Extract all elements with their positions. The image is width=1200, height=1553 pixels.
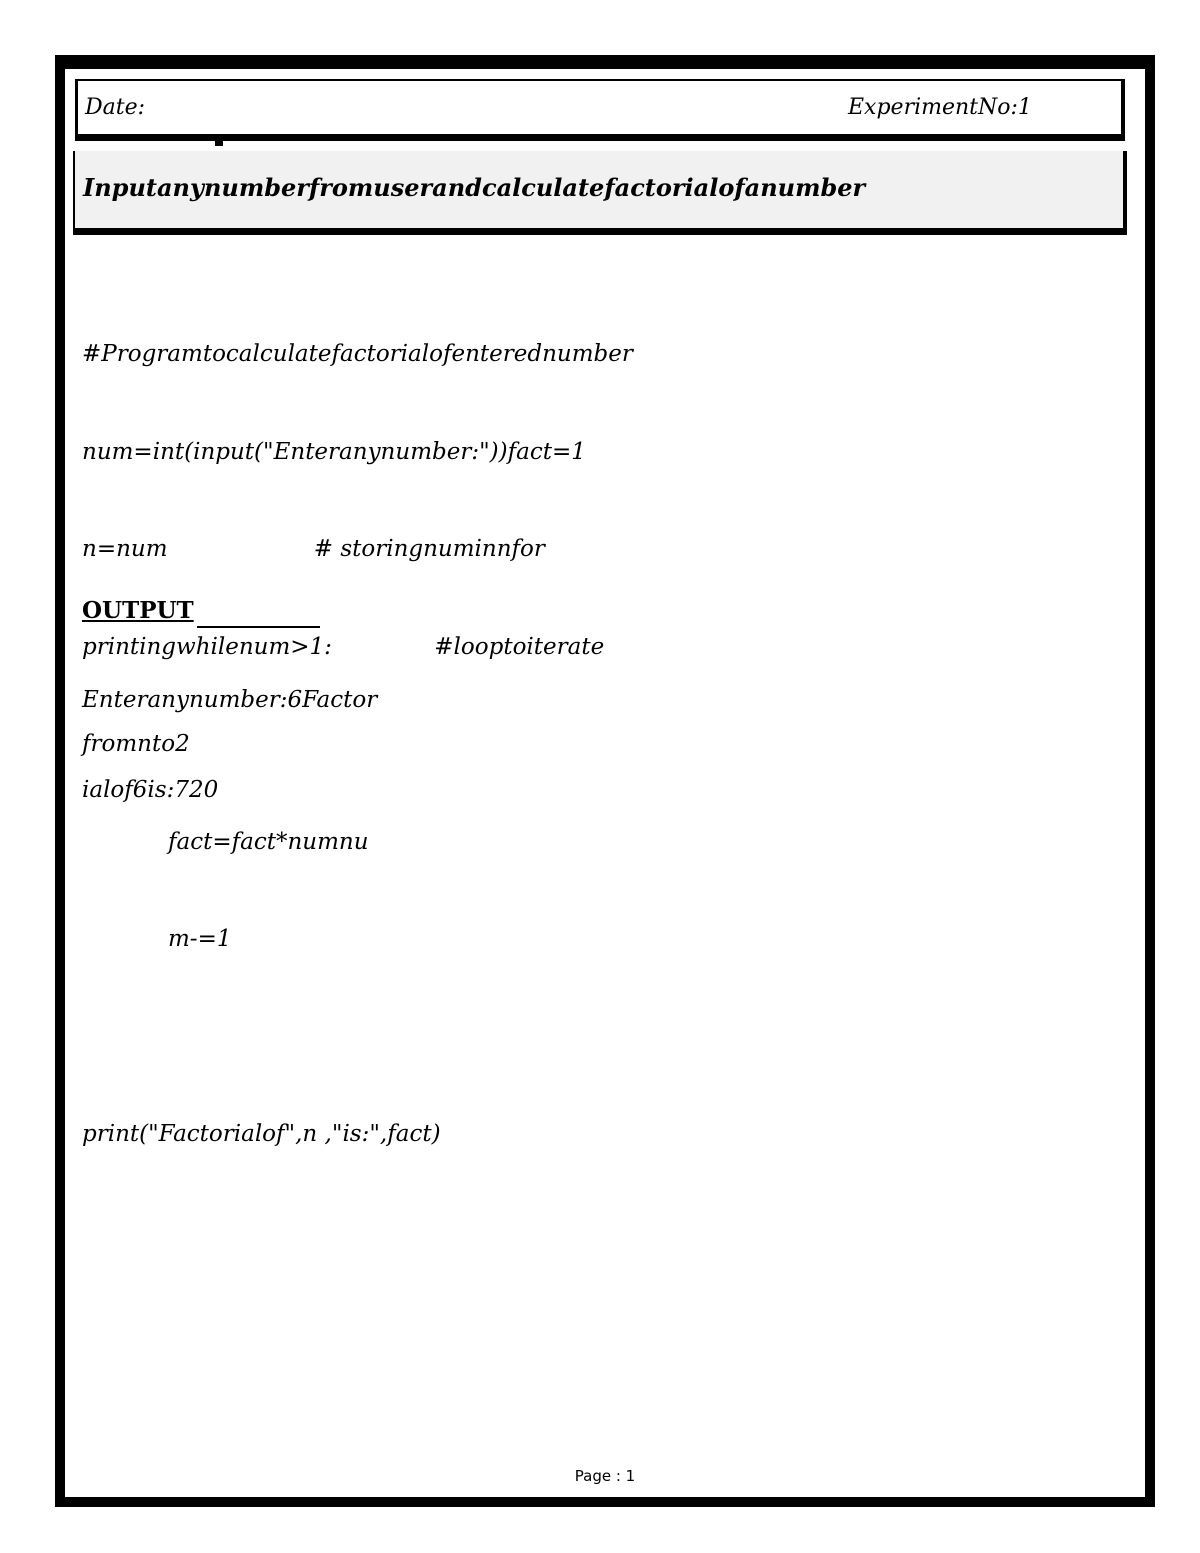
experiment-title: Inputanynumberfromuserandcalculatefactorialofanumber: [83, 173, 866, 202]
header-box: [75, 79, 1125, 141]
code-line: fact=fact*numnu: [168, 828, 369, 855]
code-line: #Programtocalculatefactorialofenterednumber: [82, 341, 633, 367]
date-label: Date:: [85, 95, 146, 120]
output-text: [82, 625, 377, 865]
output-heading: OUTPUT: [82, 597, 194, 624]
title-box: [73, 151, 1127, 235]
code-line: print("Factorialof",n ,"is:",fact): [82, 1121, 441, 1147]
code-line: m-=1: [168, 926, 232, 952]
blank-line: [82, 1021, 633, 1054]
stray-mark: [215, 141, 223, 146]
output-line: ialof6is:720: [82, 777, 219, 803]
code-line: num=int(input("Enteranynumber:"))fact=1: [82, 438, 586, 465]
output-line: Enteranynumber:6Factor: [82, 687, 378, 713]
top-rule: [65, 65, 1145, 69]
code-line: printingwhilenum>1: #looptoiterate: [82, 633, 605, 660]
page-number: Page : 1: [574, 1467, 636, 1485]
document-page: [55, 55, 1155, 1507]
code-line: fromnto2: [82, 731, 190, 757]
experiment-number: ExperimentNo:1: [848, 95, 1032, 120]
code-line: n=num # storingnuminnfor: [82, 536, 545, 562]
